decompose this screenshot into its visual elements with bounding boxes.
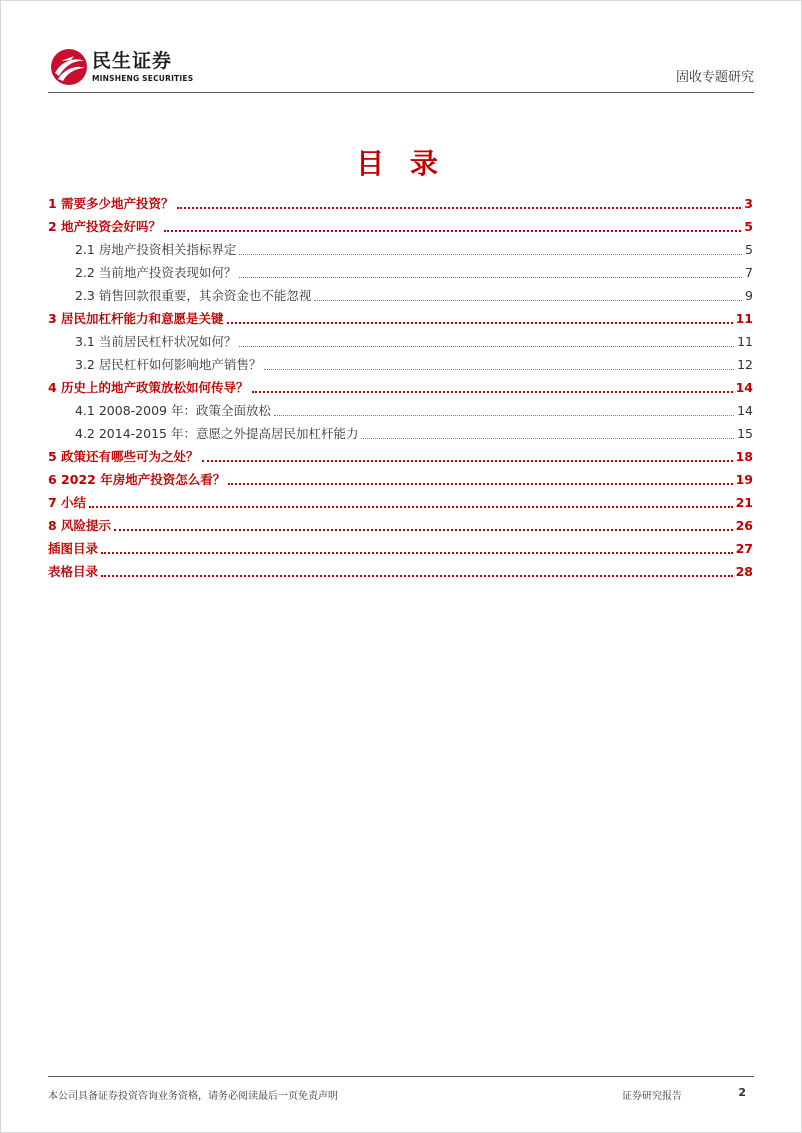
toc-entry-page[interactable]: 11 — [735, 311, 753, 326]
toc-entry[interactable] — [48, 353, 753, 376]
toc-dot-leader — [361, 437, 734, 439]
toc-entry-label[interactable]: 表格目录 — [48, 564, 99, 579]
toc-entry-label[interactable]: 3.1 当前居民杠杆状况如何？ — [75, 334, 237, 349]
toc-dot-leader — [239, 276, 742, 278]
logo-chinese-text: 民生证券 — [92, 50, 173, 72]
toc-entry-page[interactable]: 19 — [735, 472, 753, 487]
toc-entry-label[interactable]: 2 地产投资会好吗？ — [48, 219, 162, 234]
toc-entry-label[interactable]: 4.2 2014-2015 年：意愿之外提高居民加杠杆能力 — [75, 426, 359, 441]
toc-dot-leader — [202, 459, 733, 462]
toc-entry-label[interactable]: 7 小结 — [48, 495, 87, 510]
toc-entry-label[interactable]: 1 需要多少地产投资？ — [48, 196, 174, 211]
toc-entry[interactable] — [48, 537, 753, 560]
toc-entry[interactable] — [48, 215, 753, 238]
footer-doc-type: 证券研究报告 — [622, 1091, 682, 1102]
toc-entry-page[interactable]: 9 — [745, 288, 753, 303]
table-of-contents — [48, 192, 753, 583]
toc-dot-leader — [252, 390, 733, 393]
page-number: 2 — [738, 1086, 746, 1099]
toc-dot-leader — [239, 345, 734, 347]
toc-entry-page[interactable]: 21 — [735, 495, 753, 510]
toc-entry-page[interactable]: 27 — [735, 541, 753, 556]
toc-dot-leader — [314, 299, 742, 301]
toc-entry-page[interactable]: 5 — [745, 242, 753, 257]
toc-dot-leader — [228, 482, 732, 485]
toc-entry-page[interactable]: 5 — [744, 219, 753, 234]
toc-entry-label[interactable]: 3.2 居民杠杆如何影响地产销售？ — [75, 357, 262, 372]
toc-dot-leader — [274, 414, 734, 416]
page-header — [48, 42, 754, 92]
toc-entry-page[interactable]: 14 — [735, 380, 753, 395]
footer-divider — [48, 1076, 754, 1077]
toc-dot-leader — [114, 528, 733, 531]
toc-entry[interactable] — [48, 399, 753, 422]
toc-dot-leader — [164, 229, 741, 232]
toc-entry-page[interactable]: 12 — [737, 357, 753, 372]
toc-entry[interactable] — [48, 376, 753, 399]
toc-dot-leader — [239, 253, 742, 255]
toc-entry[interactable] — [48, 261, 753, 284]
minsheng-logo-icon — [50, 48, 88, 86]
toc-entry[interactable] — [48, 284, 753, 307]
toc-entry-page[interactable]: 15 — [737, 426, 753, 441]
toc-entry[interactable] — [48, 238, 753, 261]
toc-entry-label[interactable]: 2.3 销售回款很重要，其余资金也不能忽视 — [75, 288, 312, 303]
toc-entry-page[interactable]: 7 — [745, 265, 753, 280]
report-type-label: 固收专题研究 — [675, 70, 754, 85]
toc-dot-leader — [101, 551, 733, 554]
toc-entry-label[interactable]: 4 历史上的地产政策放松如何传导？ — [48, 380, 249, 395]
toc-entry-label[interactable]: 2.1 房地产投资相关指标界定 — [75, 242, 237, 257]
toc-entry[interactable] — [48, 192, 753, 215]
toc-entry-label[interactable]: 8 风险提示 — [48, 518, 112, 533]
toc-entry-page[interactable]: 14 — [737, 403, 753, 418]
toc-entry[interactable] — [48, 560, 753, 583]
toc-entry[interactable] — [48, 330, 753, 353]
toc-entry-page[interactable]: 11 — [737, 334, 753, 349]
header-divider — [48, 92, 754, 93]
toc-entry-label[interactable]: 2.2 当前地产投资表现如何？ — [75, 265, 237, 280]
toc-entry-label[interactable]: 6 2022 年房地产投资怎么看？ — [48, 472, 226, 487]
toc-dot-leader — [264, 368, 734, 370]
toc-entry-page[interactable]: 26 — [735, 518, 753, 533]
toc-entry-page[interactable]: 3 — [744, 196, 753, 211]
toc-dot-leader — [101, 574, 733, 577]
toc-dot-leader — [227, 321, 733, 324]
toc-entry[interactable] — [48, 422, 753, 445]
toc-entry-page[interactable]: 28 — [735, 564, 753, 579]
toc-entry[interactable] — [48, 468, 753, 491]
toc-entry[interactable] — [48, 307, 753, 330]
toc-entry[interactable] — [48, 514, 753, 537]
toc-dot-leader — [177, 206, 742, 209]
toc-entry[interactable] — [48, 491, 753, 514]
toc-title: 目 录 — [356, 147, 446, 180]
toc-dot-leader — [89, 505, 733, 508]
toc-entry-label[interactable]: 插图目录 — [48, 541, 99, 556]
toc-entry-label[interactable]: 4.1 2008-2009 年：政策全面放松 — [75, 403, 271, 418]
toc-entry[interactable] — [48, 445, 753, 468]
toc-entry-page[interactable]: 18 — [735, 449, 753, 464]
toc-entry-label[interactable]: 3 居民加杠杆能力和意愿是关键 — [48, 311, 224, 326]
logo-english-text: MINSHENG SECURITIES — [92, 74, 194, 83]
minsheng-logo — [48, 46, 193, 90]
footer-disclaimer: 本公司具备证券投资咨询业务资格，请务必阅读最后一页免责声明 — [48, 1091, 338, 1102]
toc-entry-label[interactable]: 5 政策还有哪些可为之处？ — [48, 449, 199, 464]
